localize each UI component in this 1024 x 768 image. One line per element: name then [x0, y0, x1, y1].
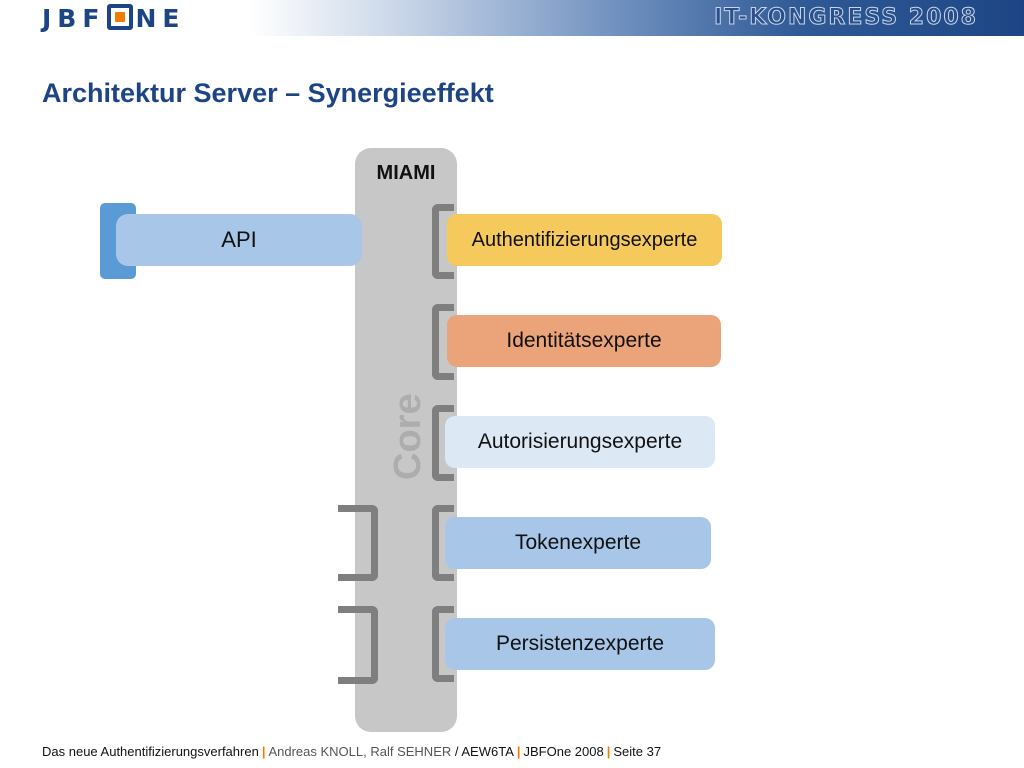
footer-page: Seite 37 — [613, 744, 662, 759]
expert-autorisierung: Autorisierungsexperte — [445, 416, 715, 468]
api-box: API — [116, 214, 362, 266]
header-band — [0, 0, 1024, 36]
footer — [42, 744, 661, 759]
footer-topic: Das neue Authentifizierungsverfahren — [42, 744, 259, 759]
core-label: Core — [387, 393, 429, 480]
footer-authors: Andreas KNOLL, Ralf SEHNER — [268, 744, 452, 759]
empty-slot-connector-1 — [338, 505, 378, 581]
logo-o-icon — [107, 4, 133, 30]
expert-authentifizierung: Authentifizierungsexperte — [447, 214, 722, 266]
empty-slot-connector-2 — [338, 606, 378, 684]
jbfone-logo: JBF NE — [42, 4, 186, 33]
footer-event: JBFOne 2008 — [523, 744, 604, 759]
core-header: MIAMI — [376, 162, 436, 184]
footer-separator: | — [516, 744, 521, 759]
expert-persistenz: Persistenzexperte — [445, 618, 715, 670]
footer-separator: | — [261, 744, 266, 759]
expert-identitaet: Identitätsexperte — [447, 315, 721, 367]
congress-title: IT-KONGRESS 2008 — [714, 5, 978, 30]
footer-course: / AEW6TA — [454, 744, 514, 759]
expert-token: Tokenexperte — [445, 517, 711, 569]
footer-separator: | — [606, 744, 611, 759]
slide-title: Architektur Server – Synergieeffekt — [42, 78, 494, 108]
